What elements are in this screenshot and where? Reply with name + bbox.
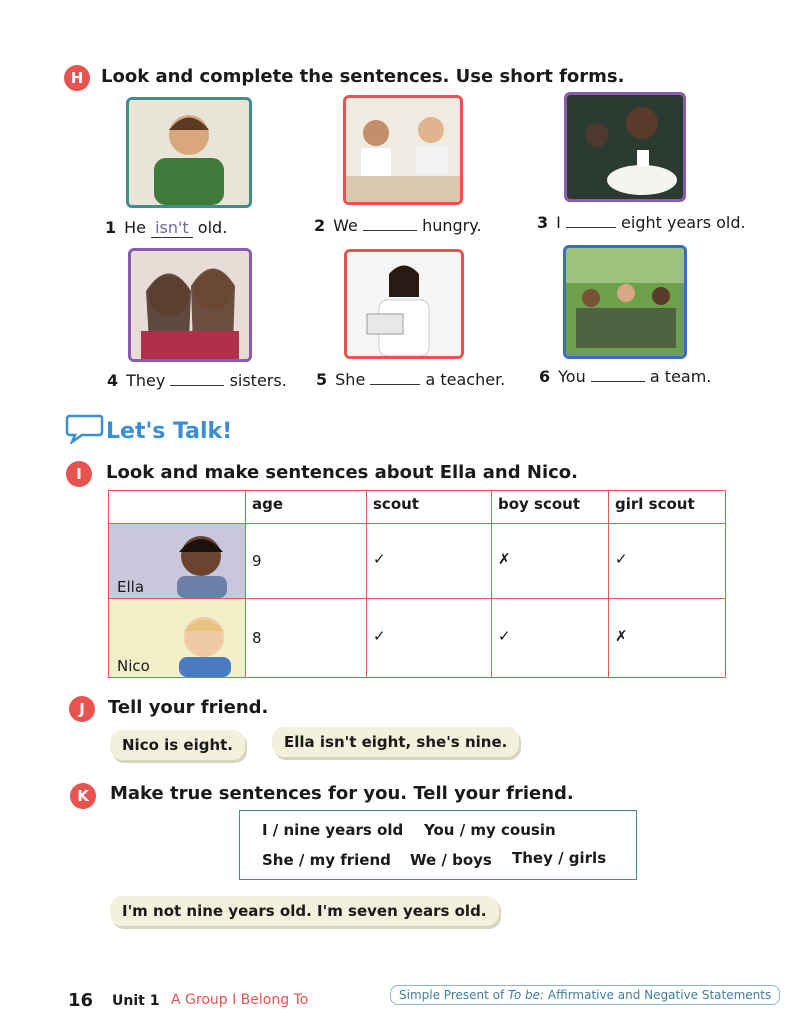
speech-bubble-nico: Nico is eight.: [110, 730, 245, 760]
sentence-number: 1: [105, 218, 117, 237]
sentence-4: [107, 371, 287, 390]
ella-name: Ella: [117, 578, 145, 596]
answer-blank[interactable]: [566, 213, 616, 228]
prompt-we-boys: We / boys: [410, 851, 492, 869]
sentence-number: 2: [314, 216, 326, 235]
topic-italic: To be:: [508, 988, 545, 1002]
sentence-pre: You: [558, 367, 586, 386]
sentence-6: [539, 367, 711, 386]
ella-scout: ✓: [367, 524, 492, 599]
section-k-title: Make true sentences for you. Tell your friend.: [110, 783, 574, 804]
section-k-badge: K: [70, 783, 96, 809]
sentence-post: sisters.: [229, 371, 287, 390]
header-boy-scout: boy scout: [492, 491, 609, 524]
section-h-badge: H: [64, 65, 90, 91]
table-row: [109, 524, 726, 599]
answer-blank-filled[interactable]: isn't: [151, 218, 193, 238]
section-i-title: Look and make sentences about Ella and Nico.: [106, 462, 578, 483]
sentence-1: [105, 218, 227, 238]
nico-boy-scout: ✓: [492, 599, 609, 678]
prompt-they-girls: They / girls: [512, 849, 607, 867]
topic-prefix: Simple Present of: [399, 988, 509, 1002]
lets-talk-title: Let's Talk!: [106, 419, 233, 444]
sentence-post: a teacher.: [425, 370, 506, 389]
grammar-topic-tag: [390, 985, 780, 1005]
nico-scout: ✓: [367, 599, 492, 678]
nico-girl-scout: ✗: [609, 599, 726, 678]
nico-age: 8: [246, 599, 367, 678]
sentence-post: old.: [197, 218, 228, 237]
prompt-you-cousin: You / my cousin: [424, 821, 556, 839]
sentence-number: 6: [539, 367, 551, 386]
sentence-2: [314, 216, 482, 235]
speech-bubble-example: I'm not nine years old. I'm seven years old.: [110, 896, 499, 926]
speech-bubble-icon: [64, 412, 104, 444]
sentence-post: hungry.: [422, 216, 482, 235]
ella-age: 9: [246, 524, 367, 599]
answer-blank[interactable]: [370, 370, 420, 385]
sentence-pre: They: [126, 371, 166, 390]
photo-kids-eating: [343, 95, 463, 205]
header-girl-scout: girl scout: [609, 491, 726, 524]
sentence-post: a team.: [649, 367, 712, 386]
photo-sisters: [128, 248, 252, 362]
sentence-pre: He: [124, 218, 147, 237]
sentence-pre: She: [335, 370, 366, 389]
table-corner-cell: [109, 491, 246, 524]
table-header-row: [109, 491, 726, 524]
topic-suffix: Affirmative and Negative Statements: [544, 988, 772, 1002]
section-j-title: Tell your friend.: [108, 697, 269, 718]
unit-title: A Group I Belong To: [171, 992, 309, 1008]
sentence-5: [316, 370, 505, 389]
answer-blank[interactable]: [170, 371, 224, 386]
nico-name: Nico: [117, 657, 150, 675]
ella-boy-scout: ✗: [492, 524, 609, 599]
sentence-pre: We: [333, 216, 358, 235]
prompt-she-friend: She / my friend: [262, 851, 391, 869]
header-age: age: [246, 491, 367, 524]
section-h-title: Look and complete the sentences. Use short forms.: [101, 66, 625, 87]
photo-doctor: [344, 249, 464, 359]
ella-girl-scout: ✓: [609, 524, 726, 599]
prompt-box: [239, 810, 637, 880]
sentence-pre: I: [556, 213, 561, 232]
page-number: 16: [68, 990, 94, 1011]
scout-table: [108, 490, 726, 678]
unit-label: Unit 1: [112, 993, 160, 1009]
photo-birthday-cake: [564, 92, 686, 202]
nico-photo-cell: [109, 599, 246, 678]
header-scout: scout: [367, 491, 492, 524]
sentence-number: 4: [107, 371, 119, 390]
answer-blank[interactable]: [363, 216, 417, 231]
answer-blank[interactable]: [591, 367, 645, 382]
speech-bubble-ella: Ella isn't eight, she's nine.: [272, 727, 519, 757]
section-j-badge: J: [69, 696, 95, 722]
ella-photo-cell: [109, 524, 246, 599]
sentence-post: eight years old.: [621, 213, 746, 232]
sentence-3: [537, 213, 746, 232]
prompt-i-nine: I / nine years old: [262, 821, 404, 839]
section-i-badge: I: [66, 461, 92, 487]
sentence-number: 3: [537, 213, 549, 232]
photo-team: [563, 245, 687, 359]
sentence-number: 5: [316, 370, 328, 389]
photo-boy-smiling: [126, 97, 252, 208]
table-row: [109, 599, 726, 678]
